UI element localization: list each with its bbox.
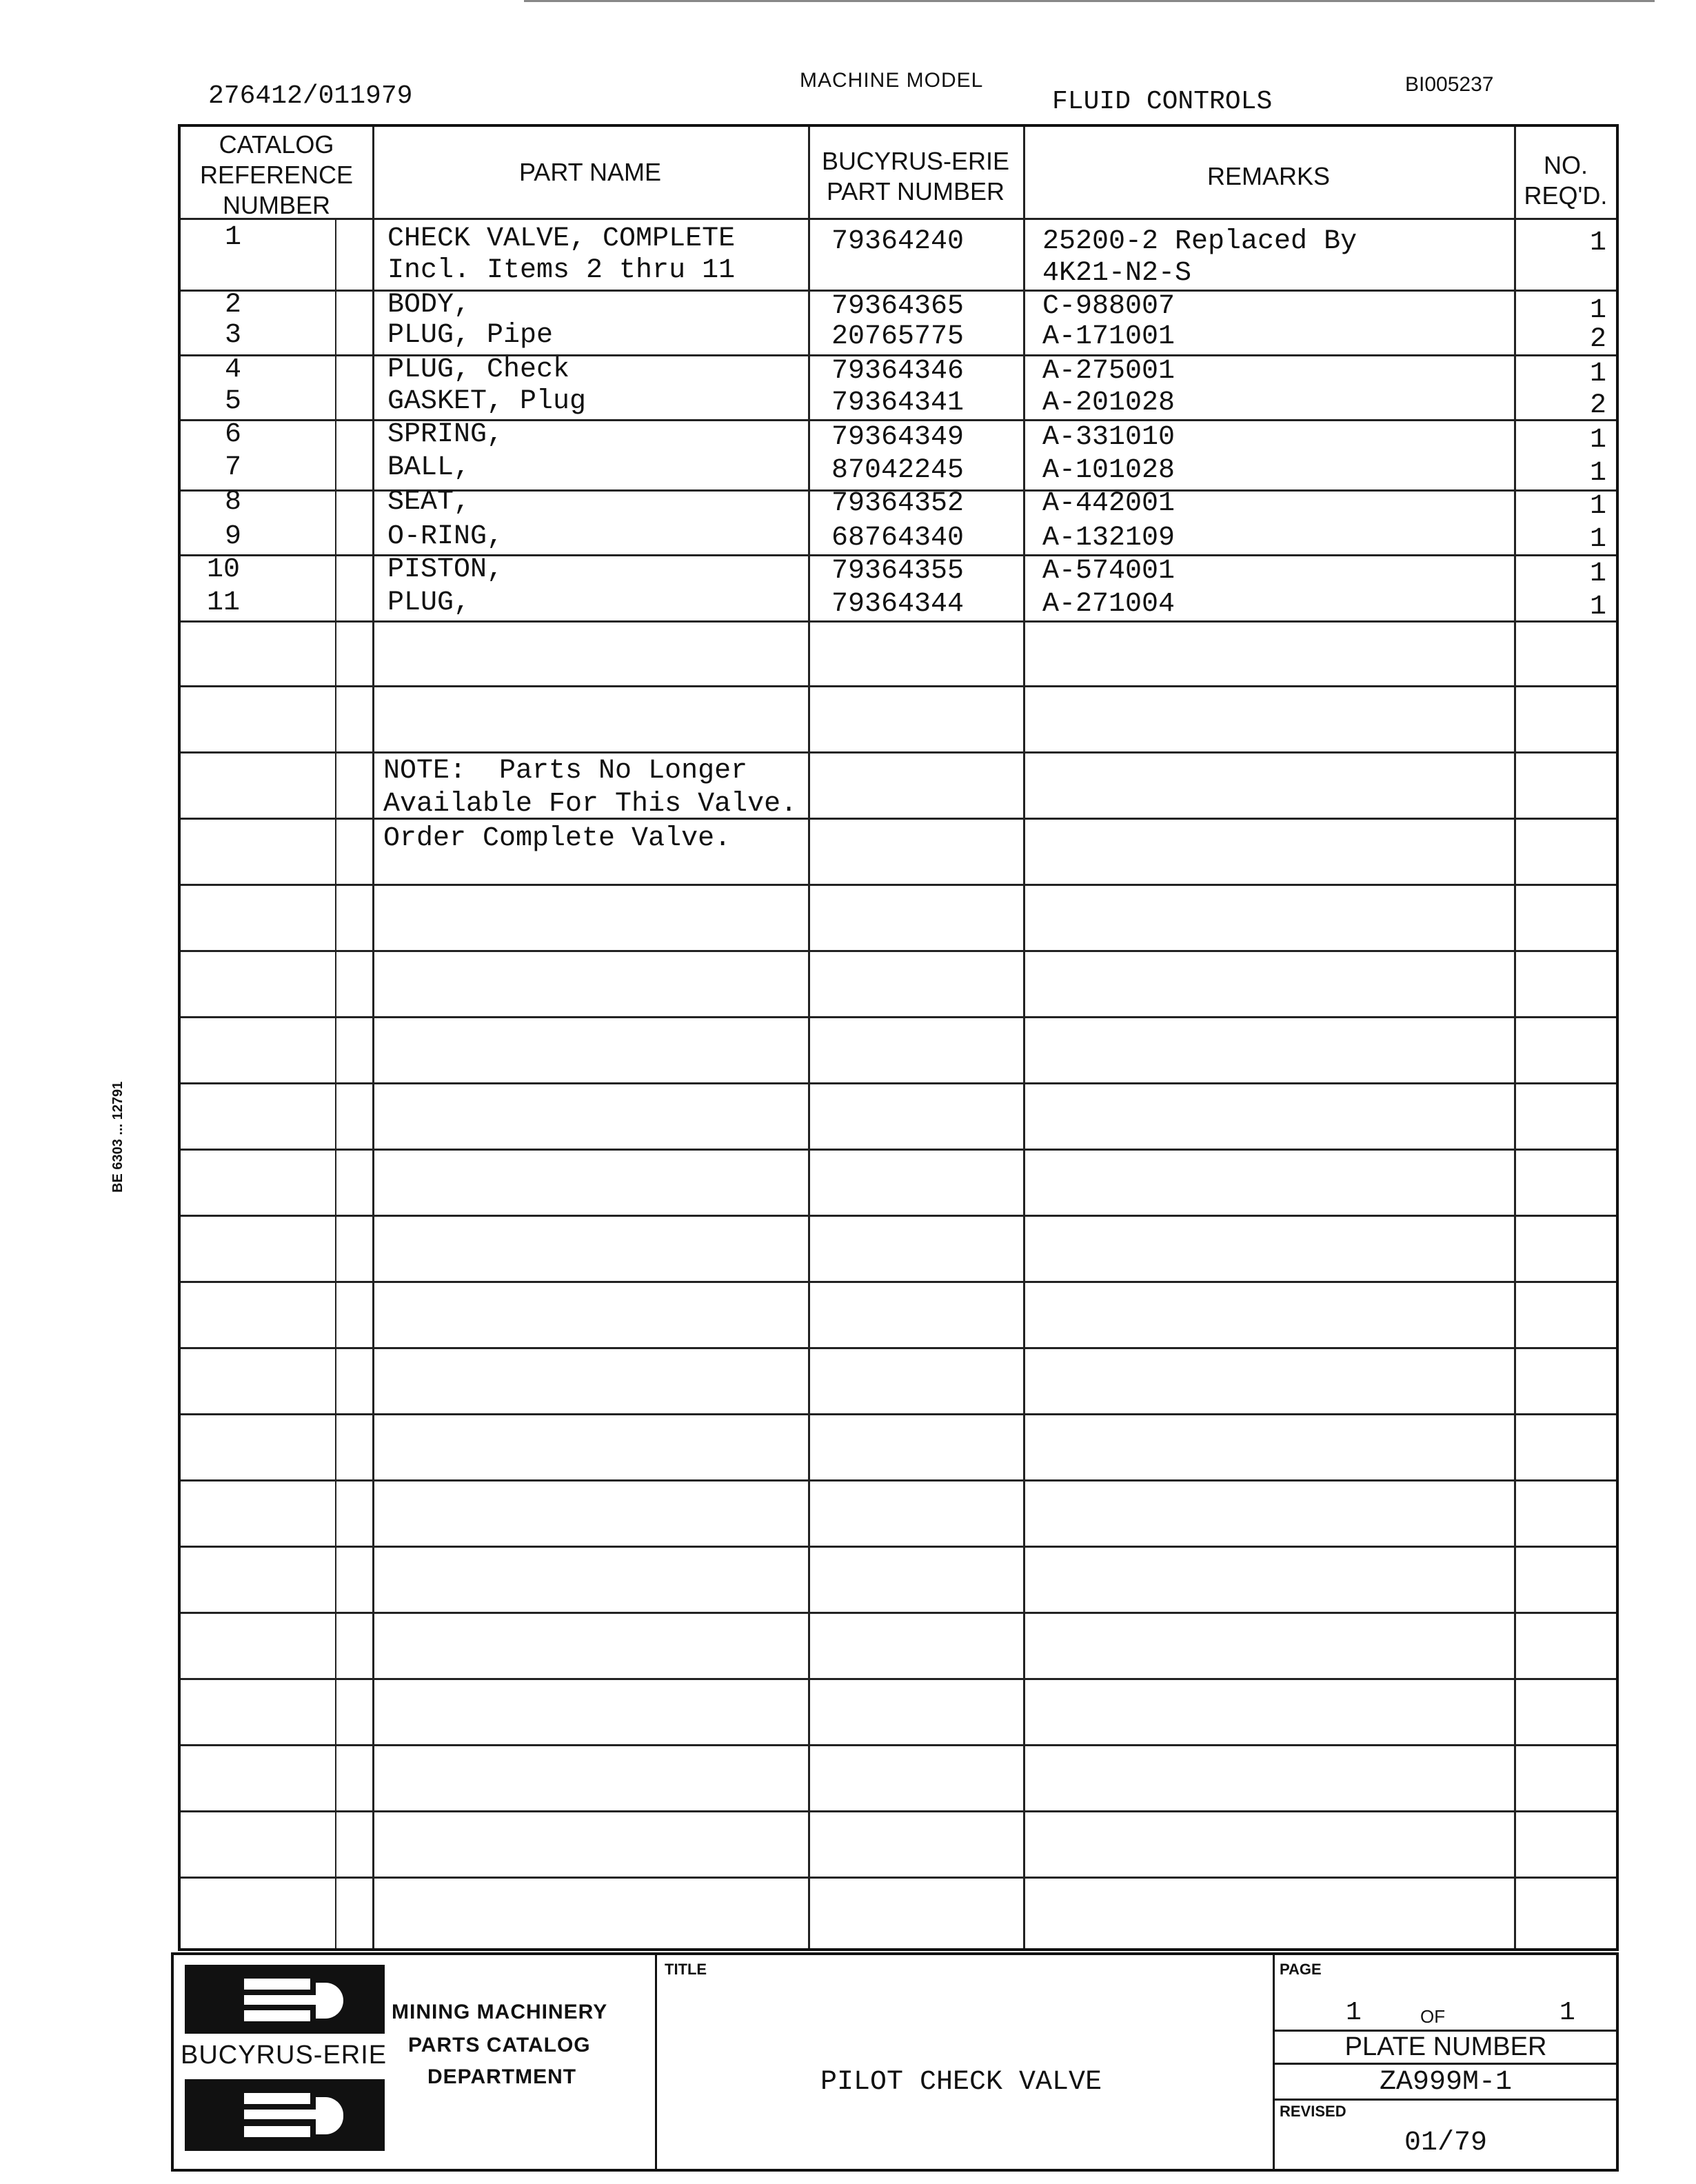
row-9-qty: 1	[1590, 524, 1607, 555]
row-rule	[181, 1810, 1616, 1812]
row-2-ref: 2	[225, 290, 242, 321]
row-3-qty: 2	[1590, 324, 1607, 355]
footer-rule-page	[1273, 2030, 1616, 2032]
header-qty: NO. REQ'D.	[1524, 151, 1608, 210]
row-4-part-name: PLUG, Check	[387, 354, 570, 385]
department-line-1: MINING MACHINERY	[392, 2001, 608, 2023]
row-6-qty: 1	[1590, 425, 1607, 456]
top-edge-line	[524, 0, 1655, 14]
row-6-remarks: A-331010	[1042, 422, 1175, 453]
row-8-remarks: A-442001	[1042, 488, 1175, 519]
row-8-part-name: SEAT,	[387, 487, 471, 518]
column-divider-name	[808, 127, 810, 1948]
row-7-part-name: BALL,	[387, 452, 471, 483]
row-9-part-number: 68764340	[831, 523, 965, 554]
row-11-qty: 1	[1590, 592, 1607, 623]
row-rule	[181, 1413, 1616, 1415]
row-4-part-number: 79364346	[831, 356, 965, 387]
document-number: 276412/011979	[208, 81, 413, 111]
row-8-ref: 8	[225, 487, 242, 518]
row-rule	[181, 950, 1616, 952]
row-11-part-name: PLUG,	[387, 587, 471, 618]
row-5-qty: 2	[1590, 390, 1607, 421]
row-10-remarks: A-574001	[1042, 556, 1175, 587]
row-rule	[181, 685, 1616, 687]
footer-rule-plate-value	[1273, 2099, 1616, 2101]
header-part-number: BUCYRUS-ERIE PART NUMBER	[821, 147, 1010, 205]
machine-model-label: MACHINE MODEL	[800, 69, 984, 92]
row-rule	[181, 1149, 1616, 1151]
row-5-ref: 5	[225, 386, 242, 417]
row-rule	[181, 751, 1616, 754]
row-7-remarks: A-101028	[1042, 455, 1175, 486]
row-7-part-number: 87042245	[831, 455, 965, 486]
row-rule	[181, 1215, 1616, 1217]
footer-block	[171, 1952, 1619, 2172]
row-11-ref: 11	[207, 587, 241, 618]
header-catalog-reference: CATALOG REFERENCE NUMBER	[199, 130, 354, 219]
plate-number-label: PLATE NUMBER	[1344, 2032, 1547, 2061]
row-rule	[181, 1877, 1616, 1879]
row-9-part-name: O-RING,	[387, 521, 504, 552]
row-9-remarks: A-132109	[1042, 523, 1175, 554]
department-line-2: PARTS CATALOG	[408, 2034, 591, 2056]
document-id: BI005237	[1405, 73, 1494, 96]
row-rule	[181, 1347, 1616, 1349]
row-6-part-name: SPRING,	[387, 419, 504, 450]
row-5-part-name: GASKET, Plug	[387, 386, 587, 417]
footer-rule-plate	[1273, 2063, 1616, 2065]
row-3-part-name: PLUG, Pipe	[387, 320, 554, 351]
row-rule	[181, 1082, 1616, 1084]
row-rule	[181, 1612, 1616, 1614]
row-10-qty: 1	[1590, 558, 1607, 589]
row-1-part-name: CHECK VALVE, COMPLETE Incl. Items 2 thru 11	[387, 223, 736, 286]
row-rule	[181, 884, 1616, 886]
page-label: PAGE	[1280, 1961, 1322, 1978]
plate-number-value: ZA999M-1	[1379, 2067, 1513, 2098]
parts-table	[178, 124, 1619, 1951]
row-6-ref: 6	[225, 419, 242, 450]
row-1-qty: 1	[1590, 228, 1607, 259]
row-rule	[181, 1744, 1616, 1746]
row-6-part-number: 79364349	[831, 422, 965, 453]
row-8-part-number: 79364352	[831, 488, 965, 519]
row-5-part-number: 79364341	[831, 387, 965, 418]
column-divider-remarks	[1514, 127, 1516, 1948]
page-total: 1	[1559, 1998, 1575, 2028]
row-1-ref: 1	[225, 222, 242, 253]
row-3-part-number: 20765775	[831, 321, 965, 352]
row-4-ref: 4	[225, 354, 242, 385]
column-divider-ref	[372, 127, 374, 1948]
row-7-qty: 1	[1590, 458, 1607, 489]
row-10-part-name: PISTON,	[387, 554, 504, 585]
row-1-remarks: 25200-2 Replaced By 4K21-N2-S	[1042, 226, 1357, 289]
header-part-name: PART NAME	[518, 158, 662, 186]
company-name: BUCYRUS-ERIE	[181, 2041, 387, 2070]
note-line-1: NOTE: Parts No Longer	[383, 756, 748, 787]
row-10-part-number: 79364355	[831, 556, 965, 587]
bucyrus-erie-logo-bottom-icon	[185, 2079, 385, 2151]
department-line-3: DEPARTMENT	[427, 2065, 577, 2088]
row-rule	[181, 620, 1616, 623]
row-3-ref: 3	[225, 320, 242, 351]
revised-label: REVISED	[1280, 2103, 1346, 2120]
row-3-remarks: A-171001	[1042, 321, 1175, 352]
note-line-3: Order Complete Valve.	[383, 823, 731, 854]
side-margin-note: BE 6303 ... 12791	[110, 1081, 125, 1193]
row-7-ref: 7	[225, 452, 242, 483]
row-5-remarks: A-201028	[1042, 387, 1175, 418]
header-rule	[181, 218, 1616, 220]
row-2-part-name: BODY,	[387, 290, 471, 321]
page-of-label: OF	[1420, 2006, 1446, 2027]
row-8-qty: 1	[1590, 491, 1607, 522]
row-4-qty: 1	[1590, 358, 1607, 390]
row-11-remarks: A-271004	[1042, 589, 1175, 620]
row-10-ref: 10	[207, 554, 241, 585]
row-2-remarks: C-988007	[1042, 291, 1175, 322]
row-2-part-number: 79364365	[831, 291, 965, 322]
header-remarks: REMARKS	[1207, 162, 1331, 190]
row-1-part-number: 79364240	[831, 226, 965, 257]
note-line-2: Available For This Valve.	[383, 789, 798, 820]
page-number: 1	[1346, 1998, 1362, 2028]
drawing-title: PILOT CHECK VALVE	[820, 2067, 1102, 2098]
row-rule	[181, 1546, 1616, 1548]
column-divider-part	[1023, 127, 1025, 1948]
row-4-remarks: A-275001	[1042, 356, 1175, 387]
row-rule	[181, 1281, 1616, 1283]
row-rule	[181, 1016, 1616, 1018]
row-2-qty: 1	[1590, 295, 1607, 326]
footer-divider-title	[655, 1955, 657, 2169]
row-11-part-number: 79364344	[831, 589, 965, 620]
machine-model-value: FLUID CONTROLS	[1052, 87, 1273, 117]
title-label: TITLE	[665, 1961, 707, 1978]
row-9-ref: 9	[225, 521, 242, 552]
row-rule	[181, 1678, 1616, 1680]
revised-value: 01/79	[1404, 2127, 1488, 2158]
row-rule	[181, 1479, 1616, 1482]
bucyrus-erie-logo-top-icon	[185, 1965, 385, 2034]
